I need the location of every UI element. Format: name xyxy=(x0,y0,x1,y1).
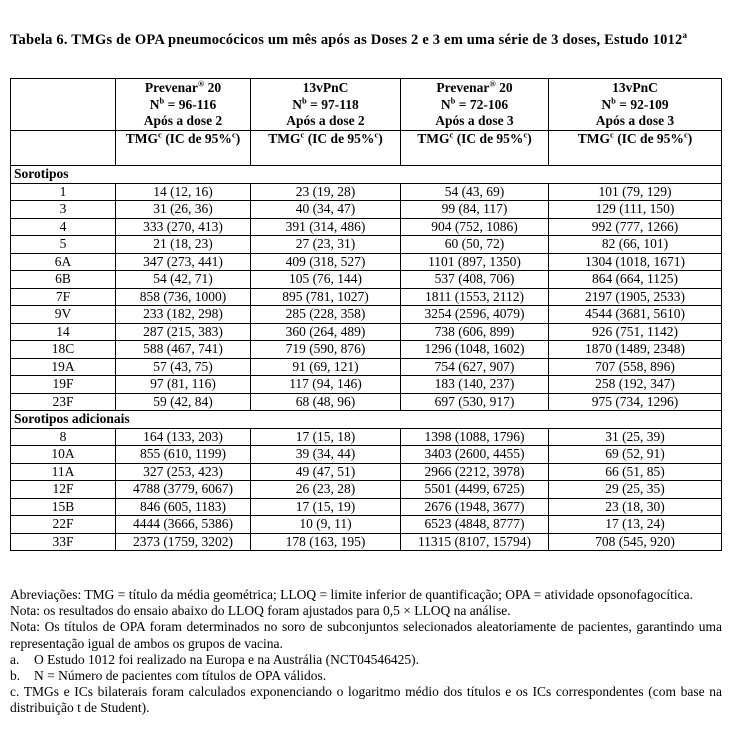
table-row xyxy=(11,498,722,516)
gmt-cell: 738 (606, 899) xyxy=(401,323,549,341)
gmt-cell: 3254 (2596, 4079) xyxy=(401,306,549,324)
gmt-cell: 97 (81, 116) xyxy=(116,376,251,394)
gmt-cell: 17 (13, 24) xyxy=(549,516,722,534)
gmt-cell: 17 (15, 18) xyxy=(251,428,401,446)
serotype-cell: 3 xyxy=(11,201,116,219)
table-footnotes xyxy=(10,587,722,717)
gmt-cell: 4788 (3779, 6067) xyxy=(116,481,251,499)
gmt-cell: 285 (228, 358) xyxy=(251,306,401,324)
table-header-row xyxy=(11,79,722,131)
table-body xyxy=(11,166,722,551)
gmt-cell: 333 (270, 413) xyxy=(116,218,251,236)
table-row xyxy=(11,253,722,271)
gmt-cell: 60 (50, 72) xyxy=(401,236,549,254)
table-row xyxy=(11,393,722,411)
gmt-cell: 2966 (2212, 3978) xyxy=(401,463,549,481)
gmt-cell: 5501 (4499, 6725) xyxy=(401,481,549,499)
subheader-tmg-cell: TMG$^c$ (IC de 95%$^c$) xyxy=(401,131,549,166)
gmt-cell: 904 (752, 1086) xyxy=(401,218,549,236)
serotype-cell: 33F xyxy=(11,533,116,551)
lloq-note: Nota: os resultados do ensaio abaixo do LLOQ foram ajustados para 0,5 × LLOQ na análise. xyxy=(10,603,511,619)
gmt-cell: 1811 (1553, 2112) xyxy=(401,288,549,306)
section-row xyxy=(11,166,722,184)
gmt-cell: 17 (15, 19) xyxy=(251,498,401,516)
serotype-cell: 19A xyxy=(11,358,116,376)
gmt-cell: 101 (79, 129) xyxy=(549,183,722,201)
gmt-cell: 975 (734, 1296) xyxy=(549,393,722,411)
gmt-cell: 409 (318, 527) xyxy=(251,253,401,271)
gmt-cell: 31 (26, 36) xyxy=(116,201,251,219)
serotype-cell: 6A xyxy=(11,253,116,271)
serotype-cell: 8 xyxy=(11,428,116,446)
gmt-cell: 588 (467, 741) xyxy=(116,341,251,359)
serotype-cell: 9V xyxy=(11,306,116,324)
gmt-cell: 895 (781, 1027) xyxy=(251,288,401,306)
table-row xyxy=(11,341,722,359)
gmt-cell: 40 (34, 47) xyxy=(251,201,401,219)
gmt-cell: 26 (23, 28) xyxy=(251,481,401,499)
gmt-cell: 91 (69, 121) xyxy=(251,358,401,376)
gmt-cell: 347 (273, 441) xyxy=(116,253,251,271)
table-row xyxy=(11,516,722,534)
table-row xyxy=(11,463,722,481)
serotype-cell: 10A xyxy=(11,446,116,464)
gmt-cell: 1870 (1489, 2348) xyxy=(549,341,722,359)
serotype-cell: 4 xyxy=(11,218,116,236)
gmt-cell: 719 (590, 876) xyxy=(251,341,401,359)
gmt-cell: 54 (42, 71) xyxy=(116,271,251,289)
gmt-cell: 1304 (1018, 1671) xyxy=(549,253,722,271)
gmt-cell: 27 (23, 31) xyxy=(251,236,401,254)
table-row xyxy=(11,533,722,551)
footnote-c: c. TMGs e ICs bilaterais foram calculados exponenciando o logaritmo médio dos títulos e os ICs correspondentes (com base na distribuição t de Student). xyxy=(10,684,722,716)
gmt-cell: 69 (52, 91) xyxy=(549,446,722,464)
gmt-cell: 82 (66, 101) xyxy=(549,236,722,254)
gmt-cell: 39 (34, 44) xyxy=(251,446,401,464)
table-row xyxy=(11,428,722,446)
gmt-cell: 3403 (2600, 4455) xyxy=(401,446,549,464)
gmt-cell: 233 (182, 298) xyxy=(116,306,251,324)
gmt-cell: 178 (163, 195) xyxy=(251,533,401,551)
table-row xyxy=(11,183,722,201)
header-col-2: 13vPnC $N^b = 97-118$ Após a dose 2 xyxy=(251,79,401,131)
serotype-cell: 7F xyxy=(11,288,116,306)
table-subheader-row xyxy=(11,131,722,166)
gmt-cell: 117 (94, 146) xyxy=(251,376,401,394)
subheader-tmg-cell: TMG$^c$ (IC de 95%$^c$) xyxy=(116,131,251,166)
gmt-cell: 2676 (1948, 3677) xyxy=(401,498,549,516)
header-col-3: Prevenar® 20 $N^b = 72-106$ Após a dose 3 xyxy=(401,79,549,131)
serotype-cell: 18C xyxy=(11,341,116,359)
serotype-cell: 1 xyxy=(11,183,116,201)
gmt-cell: 14 (12, 16) xyxy=(116,183,251,201)
gmt-cell: 858 (736, 1000) xyxy=(116,288,251,306)
gmt-cell: 23 (18, 30) xyxy=(549,498,722,516)
gmt-cell: 1296 (1048, 1602) xyxy=(401,341,549,359)
gmt-cell: 183 (140, 237) xyxy=(401,376,549,394)
gmt-cell: 754 (627, 907) xyxy=(401,358,549,376)
subheader-tmg-cell: TMG$^c$ (IC de 95%$^c$) xyxy=(251,131,401,166)
table-row xyxy=(11,288,722,306)
serotype-cell: 11A xyxy=(11,463,116,481)
header-empty-cell xyxy=(11,79,116,131)
gmt-cell: 2373 (1759, 3202) xyxy=(116,533,251,551)
gmt-cell: 846 (605, 1183) xyxy=(116,498,251,516)
footnote-a: a. O Estudo 1012 foi realizado na Europa e na Austrália (NCT04546425). xyxy=(10,651,420,667)
table-row xyxy=(11,271,722,289)
subheader-empty-cell xyxy=(11,131,116,166)
section-label: Sorotipos xyxy=(11,166,722,184)
serotype-cell: 14 xyxy=(11,323,116,341)
gmt-cell: 105 (76, 144) xyxy=(251,271,401,289)
gmt-cell: 537 (408, 706) xyxy=(401,271,549,289)
gmt-cell: 57 (43, 75) xyxy=(116,358,251,376)
gmt-cell: 1398 (1088, 1796) xyxy=(401,428,549,446)
table-title: Tabela 6. TMGs de OPA pneumocócicos um mês após as Doses 2 e 3 em uma série de 3 doses, Estudo 1012$^a$ xyxy=(10,30,688,48)
subheader-tmg-cell: TMG$^c$ (IC de 95%$^c$) xyxy=(549,131,722,166)
table-row xyxy=(11,218,722,236)
gmt-cell: 2197 (1905, 2533) xyxy=(549,288,722,306)
serotype-cell: 23F xyxy=(11,393,116,411)
gmt-cell: 4444 (3666, 5386) xyxy=(116,516,251,534)
table-row xyxy=(11,201,722,219)
table-row xyxy=(11,323,722,341)
serotype-cell: 22F xyxy=(11,516,116,534)
table-row xyxy=(11,358,722,376)
table-row xyxy=(11,446,722,464)
gmt-cell: 11315 (8107, 15794) xyxy=(401,533,549,551)
table-row xyxy=(11,236,722,254)
gmt-cell: 855 (610, 1199) xyxy=(116,446,251,464)
gmt-cell: 926 (751, 1142) xyxy=(549,323,722,341)
gmt-cell: 4544 (3681, 5610) xyxy=(549,306,722,324)
gmt-cell: 327 (253, 423) xyxy=(116,463,251,481)
gmt-cell: 68 (48, 96) xyxy=(251,393,401,411)
gmt-cell: 29 (25, 35) xyxy=(549,481,722,499)
gmt-cell: 707 (558, 896) xyxy=(549,358,722,376)
gmt-cell: 23 (19, 28) xyxy=(251,183,401,201)
header-col-4: 13vPnC $N^b = 92-109$ Após a dose 3 xyxy=(549,79,722,131)
gmt-cell: 21 (18, 23) xyxy=(116,236,251,254)
table-row xyxy=(11,306,722,324)
section-label: Sorotipos adicionais xyxy=(11,411,722,429)
gmt-cell: 258 (192, 347) xyxy=(549,376,722,394)
gmt-cell: 54 (43, 69) xyxy=(401,183,549,201)
gmt-cell: 66 (51, 85) xyxy=(549,463,722,481)
opa-note: Nota: Os títulos de OPA foram determinados no soro de subconjuntos selecionados aleatoriamente de pacientes, garantindo uma representação igual de ambos os grupos de vacina. xyxy=(10,619,722,651)
gmt-cell: 1101 (897, 1350) xyxy=(401,253,549,271)
gmt-cell: 10 (9, 11) xyxy=(251,516,401,534)
abbreviations-note: Abreviações: TMG = título da média geométrica; LLOQ = limite inferior de quantificação; OPA = atividade opsonofagocítica. xyxy=(10,587,694,602)
serotype-cell: 15B xyxy=(11,498,116,516)
serotype-cell: 19F xyxy=(11,376,116,394)
gmt-cell: 992 (777, 1266) xyxy=(549,218,722,236)
gmt-cell: 59 (42, 84) xyxy=(116,393,251,411)
gmt-cell: 697 (530, 917) xyxy=(401,393,549,411)
serotype-cell: 12F xyxy=(11,481,116,499)
header-col-1: Prevenar® 20 $N^b = 96-116$ Após a dose 2 xyxy=(116,79,251,131)
gmt-cell: 864 (664, 1125) xyxy=(549,271,722,289)
gmt-cell: 164 (133, 203) xyxy=(116,428,251,446)
gmt-cell: 49 (47, 51) xyxy=(251,463,401,481)
gmt-cell: 31 (25, 39) xyxy=(549,428,722,446)
gmt-cell: 99 (84, 117) xyxy=(401,201,549,219)
gmt-cell: 391 (314, 486) xyxy=(251,218,401,236)
gmt-cell: 360 (264, 489) xyxy=(251,323,401,341)
table-row xyxy=(11,376,722,394)
section-row xyxy=(11,411,722,429)
gmt-cell: 6523 (4848, 8777) xyxy=(401,516,549,534)
opa-gmt-table xyxy=(10,78,722,551)
gmt-cell: 129 (111, 150) xyxy=(549,201,722,219)
table-row xyxy=(11,481,722,499)
serotype-cell: 5 xyxy=(11,236,116,254)
gmt-cell: 708 (545, 920) xyxy=(549,533,722,551)
gmt-cell: 287 (215, 383) xyxy=(116,323,251,341)
serotype-cell: 6B xyxy=(11,271,116,289)
footnote-b: b. N = Número de pacientes com títulos de OPA válidos. xyxy=(10,668,327,684)
